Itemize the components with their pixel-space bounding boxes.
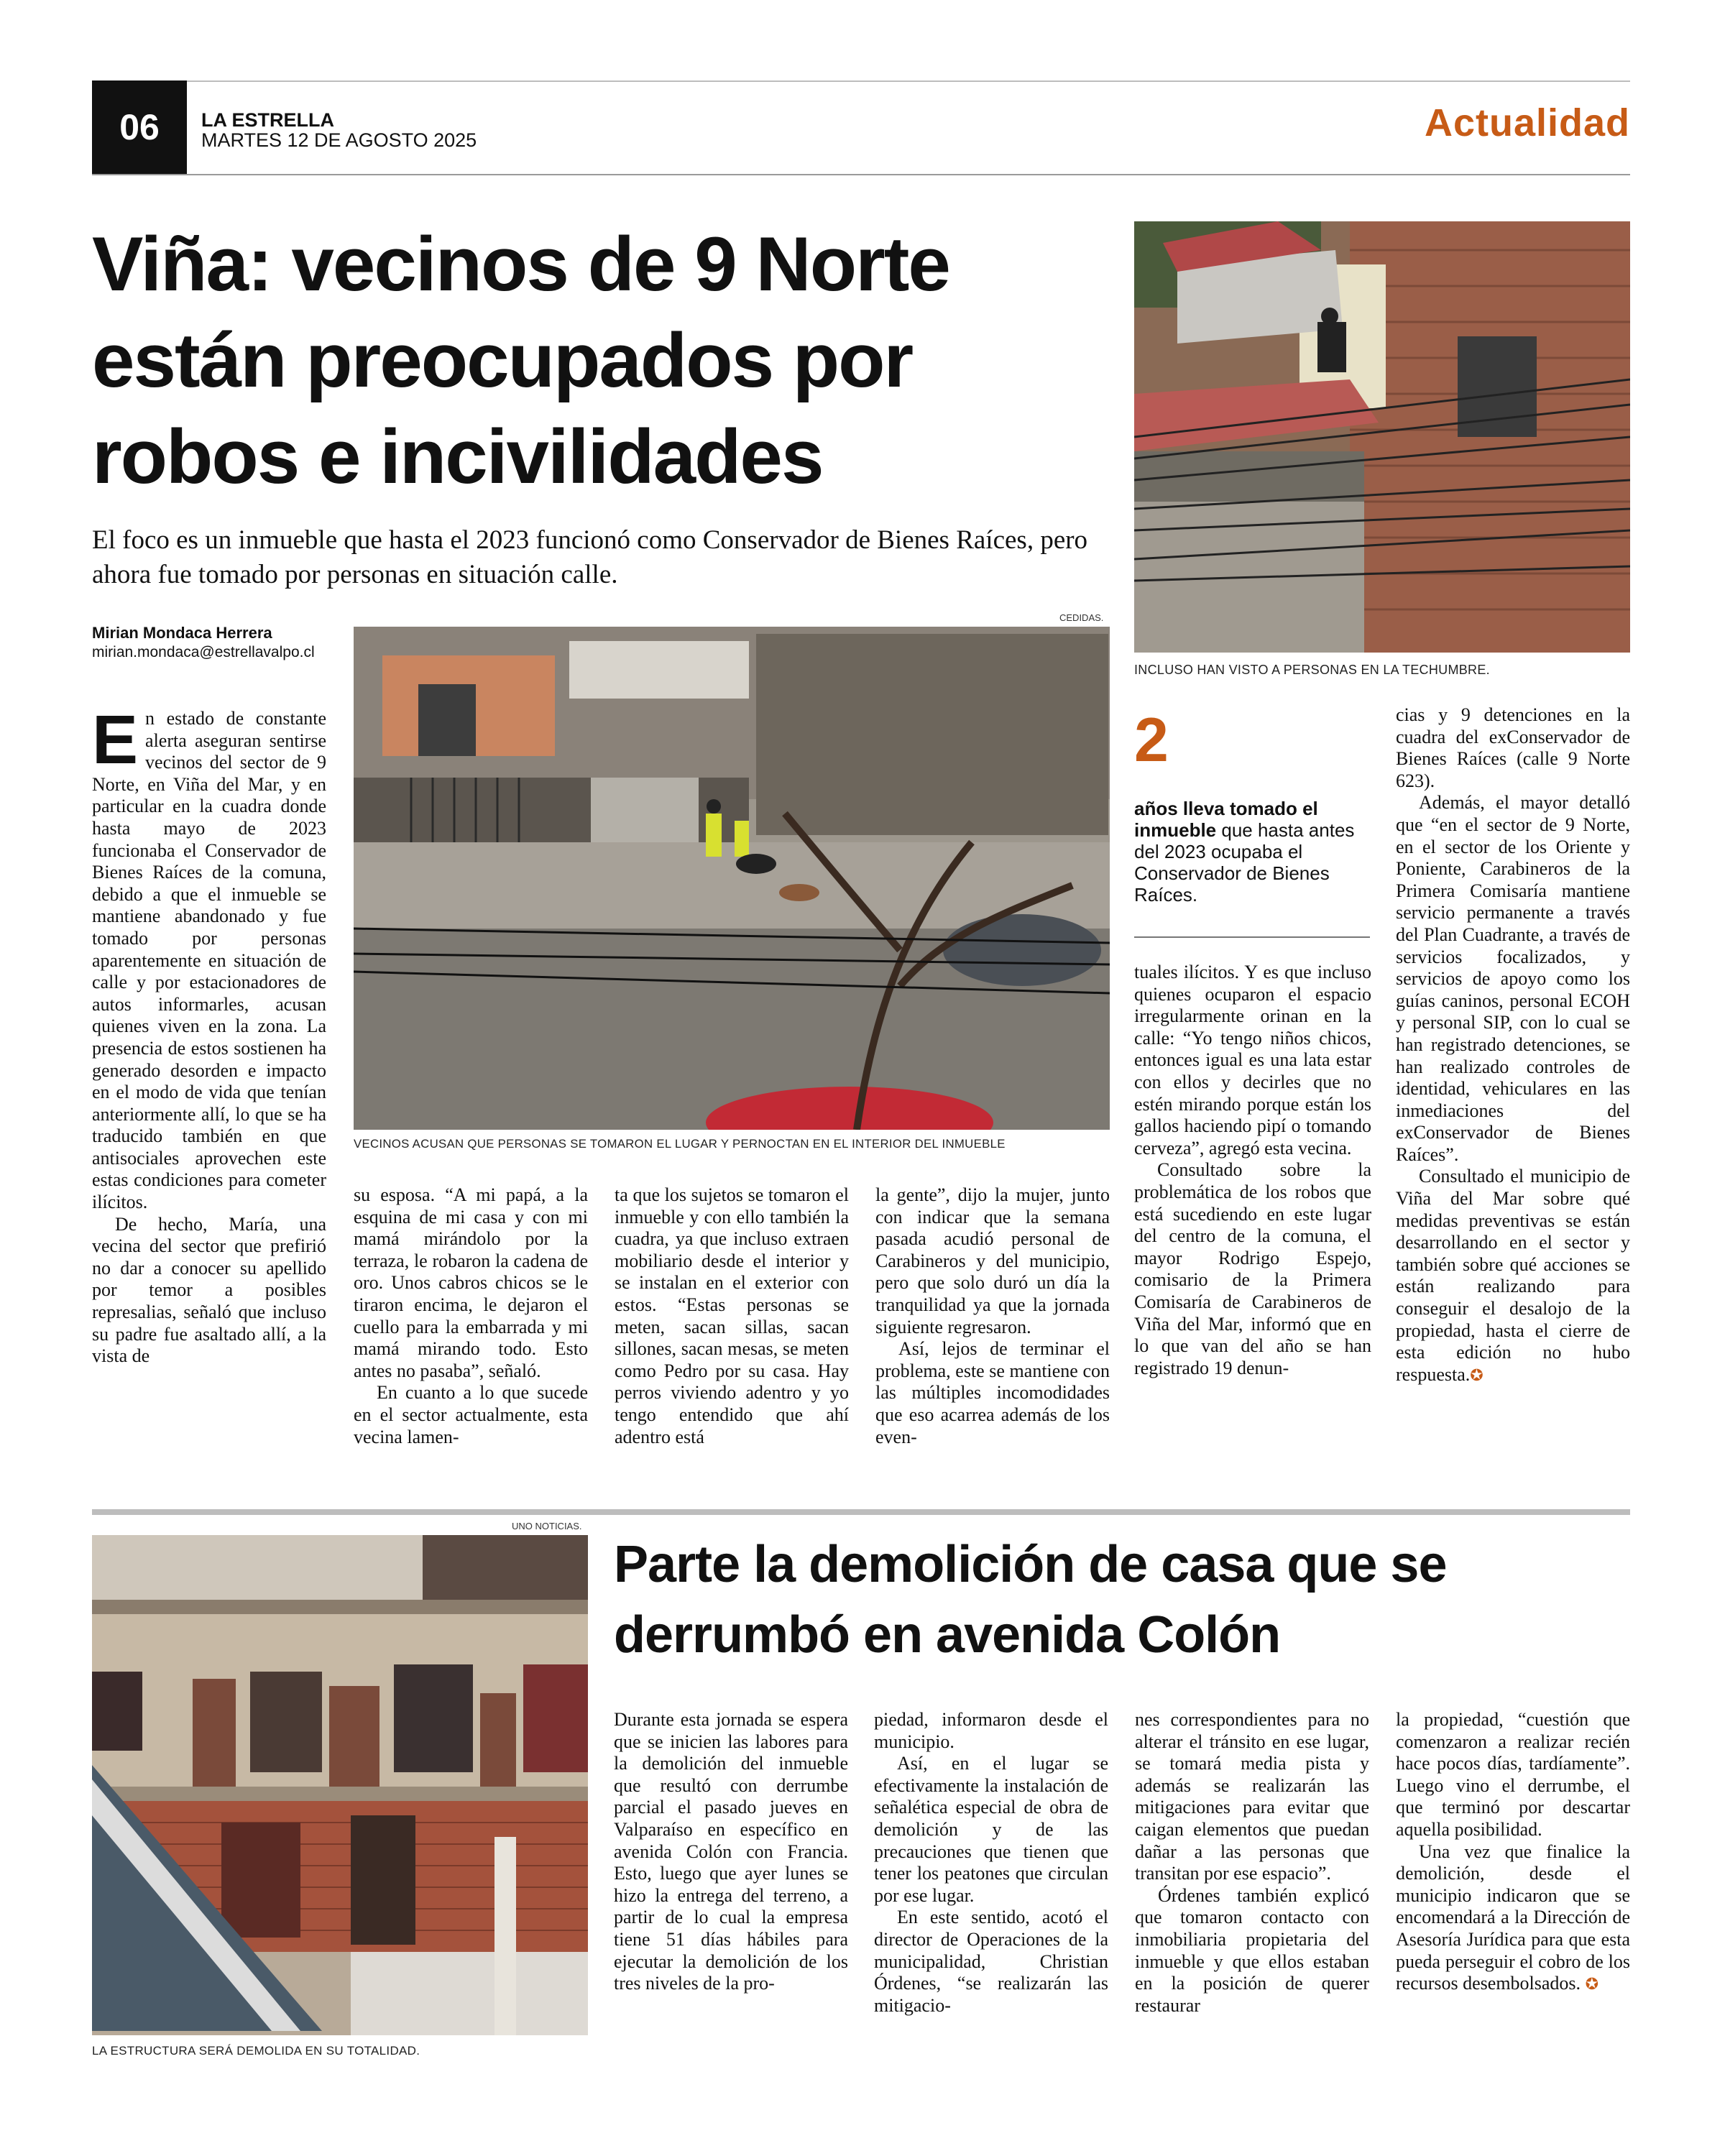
article2-col1-p1: Durante esta jornada se espera que se inicien las labores para la demolición del inmueble que resultó con derrumbe parcial el pasado jueves en Valparaíso en específico en avenida Colón con Francia. Esto, luego que ayer lunes se hizo la entrega del terreno, a partir de lo cual la empresa tiene 51 días hábiles para ejecutar la demolición de los tres niveles de la pro- [614, 1709, 848, 1994]
article1-column-5 [1134, 962, 1371, 1501]
end-mark-icon: ✪ [1470, 1366, 1484, 1385]
article1-col5-p1: tuales ilícitos. Y es que incluso quienes ocuparon el espacio irregularmente orinan en la calle: “Yo tengo niños chicos, entonces igual es una lata estar con ellos y decirles que no estén mirando porque están los gallos haciendo pipí o tomando cerveza”, agregó esta vecina. [1134, 962, 1371, 1158]
article1-column-3 [615, 1184, 849, 1501]
article1-col6-p3: Consultado el municipio de Viña del Mar sobre qué medidas preventivas se están desarrollando en el sector y también sobre qué acciones se están realizando para conseguir el desalojo de la propiedad, hasta el cierre de esta edición no hubo respuesta. [1396, 1166, 1630, 1385]
photo-street-caption: VECINOS ACUSAN QUE PERSONAS SE TOMARON EL LUGAR Y PERNOCTAN EN EL INTERIOR DEL INMUEBLE [354, 1137, 1006, 1151]
article2-col3-p1: nes correspondientes para no alterar el tránsito en ese lugar, se tomará media pista y además se realizarán las mitigaciones para evitar que caigan elementos que puedan dañar a las personas que transitan por ese espacio”. [1135, 1709, 1369, 1884]
paper-name: LA ESTRELLA [201, 109, 334, 131]
article1-column-4 [875, 1184, 1110, 1501]
stat-bold: años lleva tomado el inmueble [1134, 798, 1318, 841]
article1-col4-p1: la gente”, dijo la mujer, junto con indicar que la semana pasada acudió personal de Carabineros y del municipio, pero que solo duró un día la tranquilidad ya que la jornada siguiente regresaron. [875, 1184, 1110, 1337]
photo-street [354, 627, 1110, 1130]
section-divider [92, 1509, 1630, 1515]
stat-text [1134, 798, 1371, 906]
article2-col2-p1: piedad, informaron desde el municipio. [874, 1709, 1108, 1752]
article2-column-2 [874, 1709, 1108, 2068]
article2-column-4 [1396, 1709, 1630, 2068]
article1-column-2 [354, 1184, 588, 1501]
top-rule [92, 80, 1630, 82]
photo-rooftop [1134, 221, 1630, 653]
stat-rule [1134, 936, 1370, 938]
article1-column-6 [1396, 704, 1630, 1502]
photo-building-credit: UNO NOTICIAS. [512, 1521, 582, 1531]
photo-street-credit: CEDIDAS. [1059, 612, 1104, 623]
article1-email: mirian.mondaca@estrellavalpo.cl [92, 644, 315, 660]
article1-col4-p2: Así, lejos de terminar el problema, este se mantiene con las múltiples incomodidades que eso acarrea además de los even- [875, 1338, 1110, 1447]
end-mark-icon: ✪ [1585, 1976, 1598, 1994]
stat-number: 2 [1134, 706, 1169, 775]
paper-date: MARTES 12 DE AGOSTO 2025 [201, 129, 477, 151]
article1-headline: Viña: vecinos de 9 Norte están preocupados por robos e incivilidades [92, 221, 949, 499]
article1-col1-p2: De hecho, María, una vecina del sector que prefirió no dar a conocer su apellido por temor a posibles represalias, señaló que incluso su padre fue asaltado allí, a la vista de [92, 1213, 326, 1367]
article1-col6-p1: cias y 9 detenciones en la cuadra del exConservador de Bienes Raíces (calle 9 Norte 623). [1396, 704, 1630, 791]
article2-col2-p2: Así, en el lugar se efectivamente la instalación de señalética especial de obra de demolición y de las precauciones que tienen que tener los peatones que circulan por ese lugar. [874, 1753, 1108, 1906]
article2-col4-p2: Una vez que finalice la demolición, desde el municipio indicaron que se encomendará a la Dirección de Asesoría Jurídica para que esta pueda perseguir el cobro de los recursos desembolsados. [1396, 1841, 1630, 1994]
article1-col2-p2: En cuanto a lo que sucede en el sector actualmente, esta vecina lamen- [354, 1382, 588, 1447]
article1-column-1 [92, 701, 326, 1491]
article1-author: Mirian Mondaca Herrera [92, 624, 272, 642]
header-rule [92, 174, 1630, 175]
page-number: 06 [92, 80, 187, 174]
photo-rooftop-caption: INCLUSO HAN VISTO A PERSONAS EN LA TECHUMBRE. [1134, 663, 1490, 677]
article2-col2-p3: En este sentido, acotó el director de Operaciones de la municipalidad, Christian Órdenes, “se realizarán las mitigacio- [874, 1907, 1108, 2016]
article2-column-1 [614, 1709, 848, 2068]
article2-headline: Parte la demolición de casa que se derrumbó en avenida Colón [614, 1536, 1447, 1664]
article1-col3-p1: ta que los sujetos se tomaron el inmueble y con ello también la cuadra, ya que incluso extraen mobiliario desde el interior y se instalan en el exterior con estos. “Estas personas se meten, sacan sillas, sacan sillones, sacan mesas, se meten como Pedro por su casa. Hay perros viviendo adentro y yo tengo entendido que ahí adentro está [615, 1184, 849, 1447]
article1-col5-p2: Consultado sobre la problemática de los robos que está sucediendo en este lugar del centro de la comuna, el mayor Rodrigo Espejo, comisario de la Primera Comisaría de Carabineros de Viña del Mar, informó que en lo que van del año se han registrado 19 denun- [1134, 1159, 1371, 1378]
article1-col2-p1: su esposa. “A mi papá, a la esquina de mi casa y con mi mamá mirándolo por la terraza, le robaron la cadena de oro. Unos cabros chicos se le tiraron encima, le dejaron el cuello para la embarrada y mi mamá mirando todo. Esto antes no pasaba”, señaló. [354, 1184, 588, 1381]
photo-building-caption: LA ESTRUCTURA SERÁ DEMOLIDA EN SU TOTALIDAD. [92, 2044, 420, 2058]
article2-col4-p1: la propiedad, “cuestión que comenzaron a realizar recién hace pocos días, tardíamente”. Luego vino el derrumbe, el que terminó por descartar aquella posibilidad. [1396, 1709, 1630, 1840]
section-label: Actualidad [1424, 101, 1630, 144]
article2-col3-p2: Órdenes también explicó que tomaron contacto con inmobiliaria propietaria del inmueble y que ellos estaban en la posición de querer restaurar [1135, 1884, 1369, 2016]
stat-rest: que hasta antes del 2023 ocupaba el Conservador de Bienes Raíces. [1134, 819, 1355, 906]
photo-building [92, 1535, 588, 2035]
article1-subhead: El foco es un inmueble que hasta el 2023 funcionó como Conservador de Bienes Raíces, pero ahora fue tomado por personas en situación calle. [92, 525, 1088, 589]
dropcap: E [92, 701, 139, 778]
article1-col6-p2: Además, el mayor detalló que “en el sector de 9 Norte, en el sector de los Oriente y Poniente, Carabineros de la Primera Comisaría mantiene servicio permanente a través del Plan Cuadrante, a través de servicios focalizados, y servicios de apoyo como los guías caninos, personal ECOH y personal SIP, con lo cual se han registrado detenciones, se han realizado controles de identidad, vehiculares en las inmediaciones del exConservador de Bienes Raíces”. [1396, 792, 1630, 1165]
article2-column-3 [1135, 1709, 1369, 2068]
article1-col1-p1: n estado de constante alerta aseguran sentirse vecinos del sector de 9 Norte, en Viña del Mar, y en particular en la cuadra donde hasta mayo de 2023 funcionaba el Conservador de Bienes Raíces de la comuna, debido a que el inmueble se mantiene abandonado y fue tomado por personas aparentemente en situación de calle y por estacionadores de autos informarles, acusan quienes viven en la zona. La presencia de estos sostienen ha generado desorden e impacto en el modo de vida que tenían anteriormente allí, lo que se ha traducido también en que antisociales aprovechen este estas condiciones para cometer ilícitos. [92, 708, 326, 1213]
